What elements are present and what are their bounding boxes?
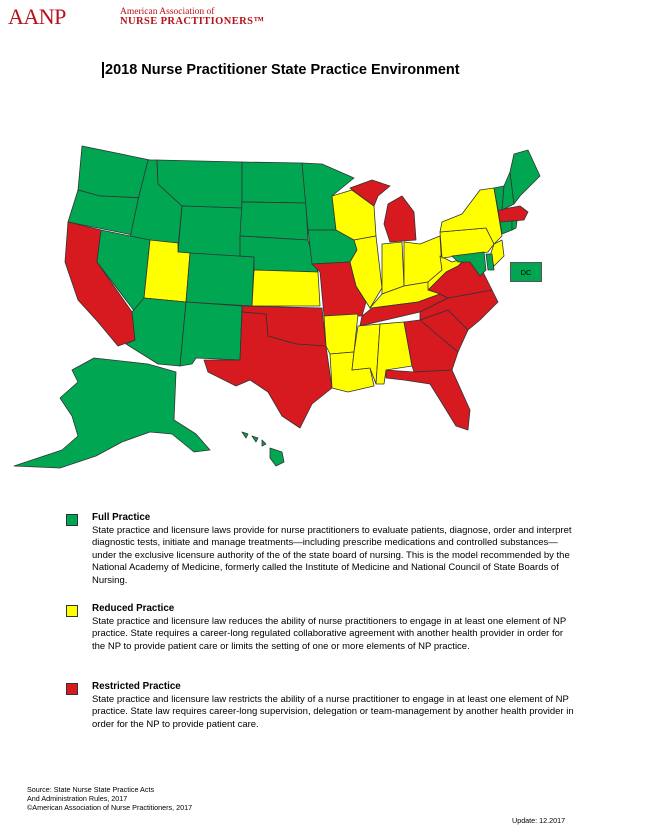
state-florida: [386, 370, 470, 430]
logo-mark: AANP: [8, 4, 66, 29]
state-wyoming: [178, 206, 242, 258]
map-svg: [8, 140, 553, 475]
legend-swatch-full: [66, 514, 78, 526]
logo-org-line1: American Association of: [120, 7, 215, 17]
state-south-dakota: [240, 202, 308, 240]
copyright-line: ©American Association of Nurse Practitioners, 2017: [27, 803, 193, 812]
state-colorado: [186, 253, 254, 306]
source-line1: Source: State Nurse State Practice Acts: [27, 785, 155, 794]
legend-full-heading: Full Practice: [92, 512, 151, 523]
legend-reduced-heading: Reduced Practice: [92, 603, 175, 614]
dc-box: DC: [510, 262, 542, 282]
legend-swatch-restricted: [66, 683, 78, 695]
legend-reduced-text: State practice and licensure law reduces the ability of nurse practitioners to engage in at least one element of NP practice. State requires a career-long regulated collaborative agreement with another health provider in order for the NP to provide patient care or limits the setting of one or more elements of NP practice.: [92, 615, 567, 652]
legend-reduced-body: [92, 603, 576, 653]
legend-restricted-body: [92, 681, 576, 731]
state-arizona: [126, 298, 186, 366]
legend-restricted-text: State practice and licensure law restricts the ability of a nurse practitioner to engage in at least one element of NP practice. State law requires career-long supervision, delegation or team-management by another health provider in order for the NP to provide patient care.: [92, 693, 574, 730]
legend-swatch-reduced: [66, 605, 78, 617]
legend-restricted-heading: Restricted Practice: [92, 681, 181, 692]
logo-org-name: [120, 7, 264, 27]
state-washington: [78, 146, 150, 198]
states: [14, 146, 540, 468]
update-date: Update: 12.2017: [512, 816, 566, 825]
legend-full-text: State practice and licensure laws provide for nurse practitioners to evaluate patients, diagnose, order and interpret diagnostic tests, initiate and manage treatments—including prescribe medications and controlled substances—under the exclusive licensure authority of the of the state board of nursing. This is the model recommended by the National Academy of Medicine, formerly called the Institute of Medicine and National Council of State Boards of Nursing.: [92, 524, 572, 586]
state-alaska: [14, 358, 210, 468]
logo-org-line2: NURSE PRACTITIONERS™: [120, 16, 265, 27]
state-north-dakota: [242, 162, 306, 203]
state-maine: [510, 150, 540, 204]
source-line2: And Administration Rules, 2017: [27, 794, 128, 803]
state-pennsylvania: [440, 228, 494, 258]
us-state-map: [8, 140, 553, 475]
state-kansas: [252, 270, 320, 306]
state-hawaii: [242, 432, 284, 466]
state-arkansas: [324, 314, 358, 354]
page-title: 2018 Nurse Practitioner State Practice Environment: [102, 62, 460, 78]
legend-full-body: [92, 512, 576, 587]
state-new-mexico: [180, 302, 242, 366]
source-footer: [27, 785, 192, 812]
state-rhode-island: [512, 220, 517, 230]
state-indiana: [382, 242, 404, 294]
